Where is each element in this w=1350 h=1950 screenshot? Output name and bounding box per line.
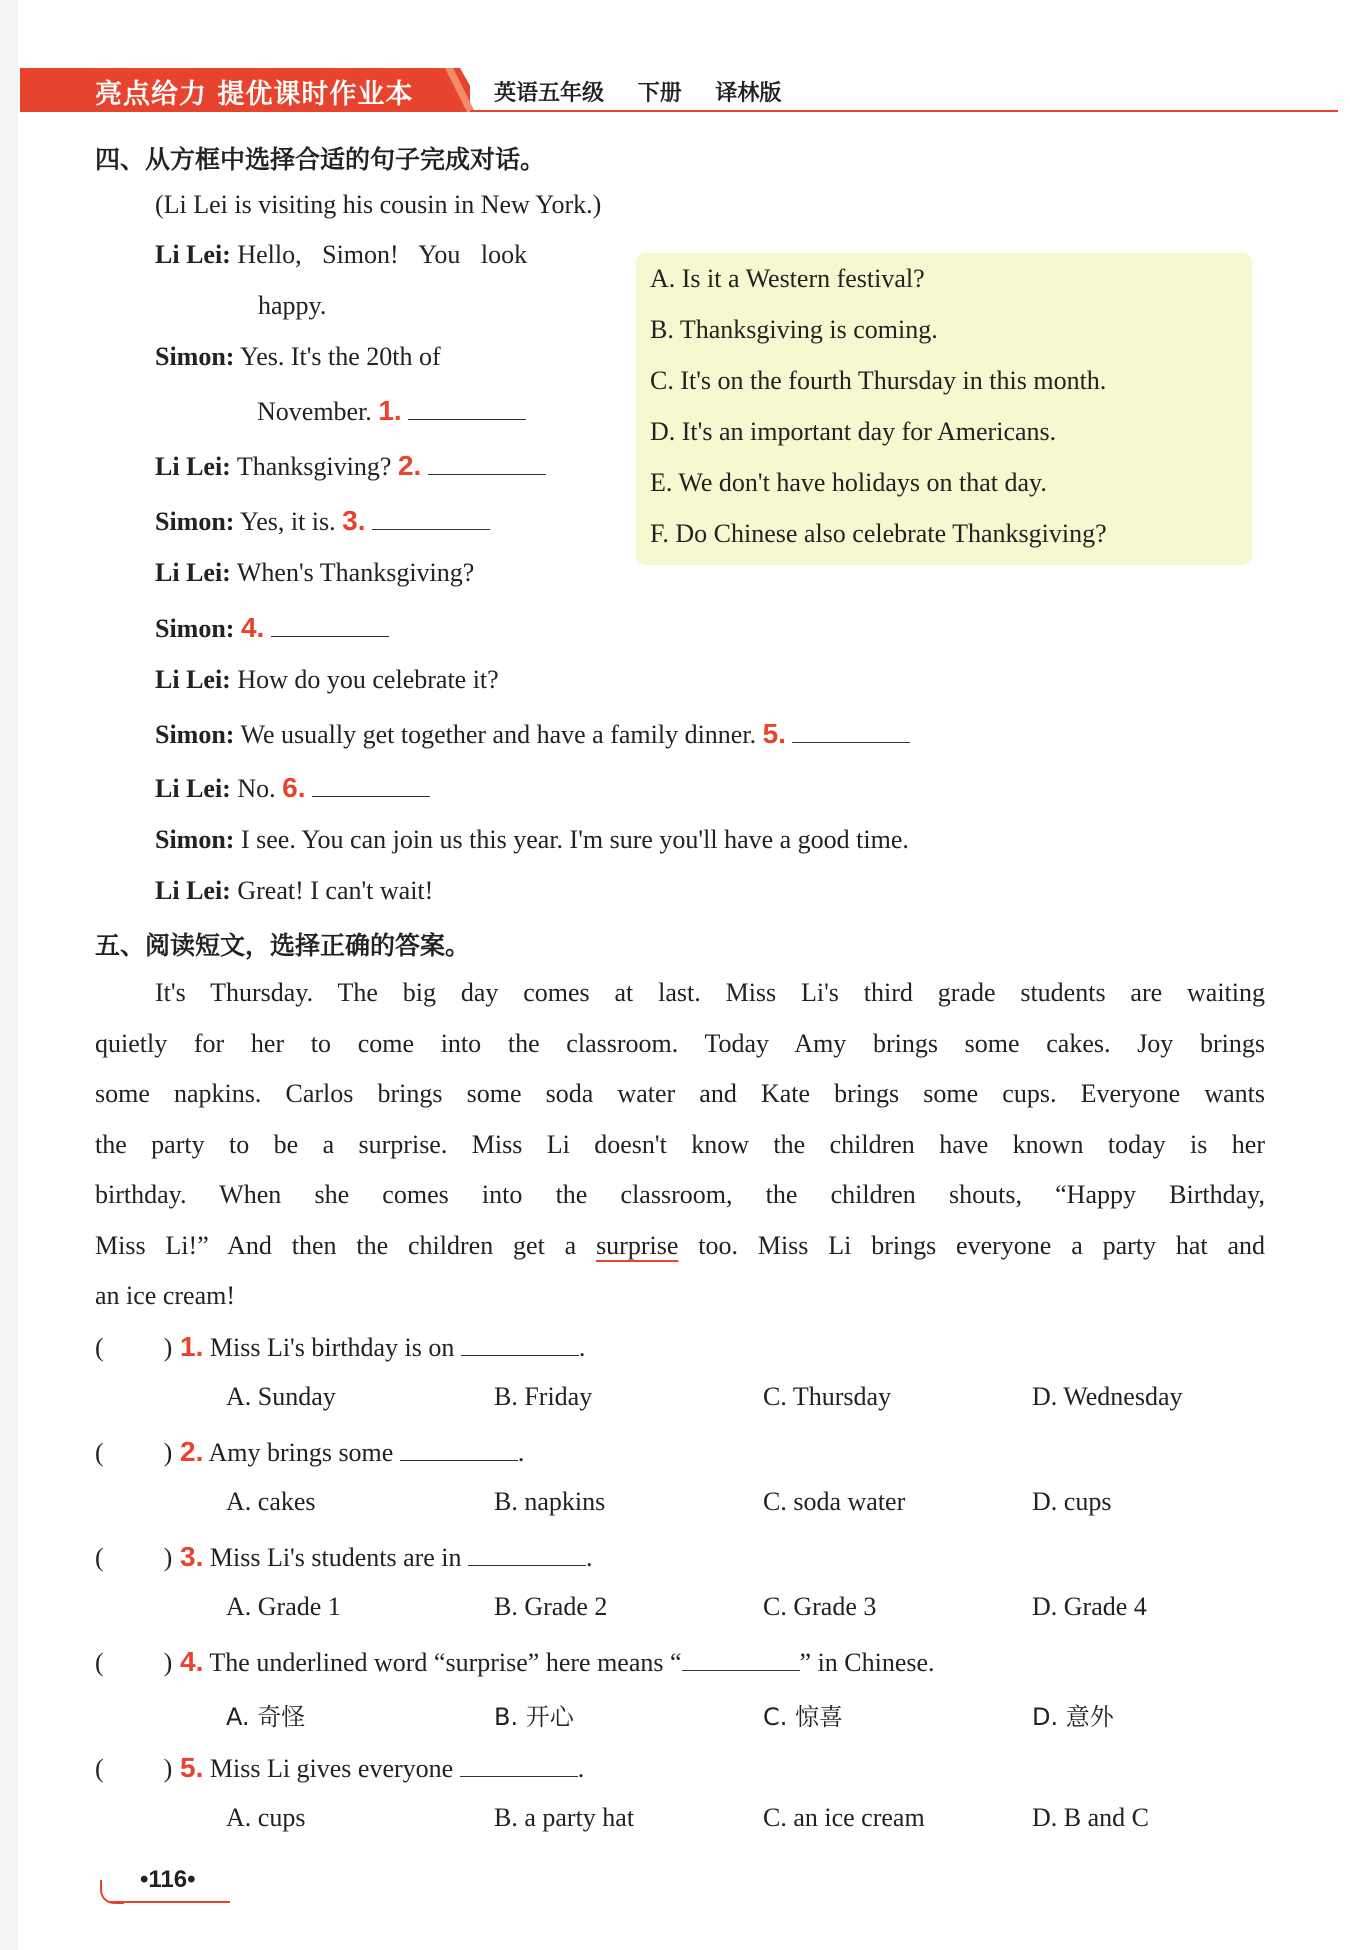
choice-d[interactable]: D. B and C [1032, 1803, 1149, 1832]
dialogue-text: Yes. It's the 20th of [240, 342, 441, 371]
question-stem: Amy brings some [208, 1438, 394, 1467]
choice-c[interactable]: C. Grade 3 [763, 1592, 877, 1621]
passage-line: quietly for her to come into the classroom. Today Amy brings some cakes. Joy brings [95, 1028, 1265, 1058]
dialogue-text: When's Thanksgiving? [236, 558, 475, 587]
question-number: 4. [180, 1646, 204, 1677]
question-number: 2. [180, 1436, 204, 1467]
book-info [494, 76, 807, 107]
speaker-label: Li Lei: [155, 240, 231, 269]
choice-a[interactable]: A. cakes [226, 1487, 316, 1516]
dialogue-text: We usually get together and have a family dinner. [240, 720, 757, 749]
speaker-label: Li Lei: [155, 876, 231, 905]
answer-paren[interactable]: ( ) [95, 1754, 173, 1783]
page-number-rule [108, 1901, 230, 1903]
dialogue-line-8 [155, 718, 910, 750]
question-5: ( ) 5. Miss Li gives everyone . [95, 1752, 585, 1783]
dialogue-context: (Li Lei is visiting his cousin in New York.) [155, 190, 602, 219]
answer-blank-1[interactable] [408, 395, 526, 420]
answer-blank-4[interactable] [271, 612, 389, 637]
dialogue-line-1 [155, 240, 527, 270]
page-number: •116• [140, 1866, 196, 1893]
dialogue-text: November. [257, 397, 372, 426]
passage-text: Miss Li!” And then the children get a [95, 1230, 577, 1260]
passage-line: the party to be a surprise. Miss Li doesn't know the children have known today is her [95, 1129, 1265, 1159]
reading-passage [95, 968, 1265, 1322]
passage-line: some napkins. Carlos brings some soda water and Kate brings some cups. Everyone wants [95, 1079, 1265, 1108]
answer-paren[interactable]: ( ) [95, 1648, 173, 1677]
question-1: ( ) 1. Miss Li's birthday is on . [95, 1331, 586, 1362]
dialogue-line-4 [155, 505, 490, 537]
dialogue-text: Thanksgiving? [236, 452, 392, 481]
question-3: ( ) 3. Miss Li's students are in . [95, 1541, 593, 1572]
choice-a[interactable]: A. cups [226, 1803, 306, 1832]
blank-number-1: 1. [378, 395, 402, 426]
choice-d[interactable]: D. cups [1032, 1487, 1112, 1516]
page-edge [0, 0, 18, 1950]
answer-paren[interactable]: ( ) [95, 1543, 173, 1572]
blank-number-6: 6. [282, 772, 306, 803]
speaker-label: Simon: [155, 614, 235, 643]
section-5-title: 五、阅读短文，选择正确的答案。 [95, 931, 471, 960]
speaker-label: Li Lei: [155, 452, 231, 481]
choice-a[interactable]: A. 奇怪 [226, 1703, 306, 1731]
header-rule [470, 110, 1338, 112]
answer-blank-2[interactable] [428, 450, 546, 475]
blank-number-4: 4. [240, 612, 265, 643]
passage-text: too. Miss Li brings everyone a party hat and [698, 1230, 1266, 1260]
option-f: F. Do Chinese also celebrate Thanksgiving? [650, 519, 1107, 548]
dialogue-text: Hello, Simon! You look [237, 240, 528, 269]
question-blank[interactable] [460, 1752, 578, 1777]
option-c: C. It's on the fourth Thursday in this month. [650, 366, 1107, 395]
speaker-label: Simon: [155, 825, 235, 854]
answer-blank-3[interactable] [372, 505, 490, 530]
dialogue-line-6 [155, 612, 389, 644]
book-volume: 下册 [637, 81, 682, 106]
speaker-label: Li Lei: [155, 665, 231, 694]
dialogue-line-3 [155, 450, 546, 482]
dialogue-line-9 [155, 772, 430, 804]
choice-b[interactable]: B. a party hat [494, 1803, 635, 1832]
dialogue-text: Great! I can't wait! [237, 876, 434, 905]
choice-c[interactable]: C. soda water [763, 1487, 906, 1516]
question-number: 1. [180, 1331, 204, 1362]
speaker-label: Li Lei: [155, 774, 231, 803]
dialogue-text: No. [237, 774, 276, 803]
speaker-label: Simon: [155, 720, 235, 749]
book-edition: 译林版 [715, 81, 782, 106]
dialogue-text: I see. You can join us this year. I'm sure you'll have a good time. [240, 825, 909, 854]
option-b: B. Thanksgiving is coming. [650, 315, 938, 344]
dialogue-line-10 [155, 825, 909, 855]
question-stem: Miss Li gives everyone [209, 1754, 454, 1783]
question-stem: Miss Li's birthday is on [209, 1333, 455, 1362]
question-blank[interactable] [468, 1541, 586, 1566]
book-subject: 英语五年级 [494, 81, 605, 106]
dialogue-text: How do you celebrate it? [237, 665, 499, 694]
dialogue-line-5 [155, 558, 474, 588]
question-number: 5. [180, 1752, 204, 1783]
speaker-label: Simon: [155, 342, 235, 371]
option-e: E. We don't have holidays on that day. [650, 468, 1047, 497]
question-4: ( ) 4. The underlined word “surprise” here means “ ” in Chinese. [95, 1646, 935, 1677]
answer-paren[interactable]: ( ) [95, 1438, 173, 1467]
choice-b[interactable]: B. Friday [494, 1382, 593, 1411]
dialogue-line-1-cont: happy. [258, 291, 327, 320]
option-d: D. It's an important day for Americans. [650, 417, 1057, 446]
choice-a[interactable]: A. Grade 1 [226, 1592, 341, 1621]
choice-b[interactable]: B. napkins [494, 1487, 606, 1516]
option-a: A. Is it a Western festival? [650, 264, 925, 293]
question-number: 3. [180, 1541, 204, 1572]
question-blank[interactable] [400, 1436, 518, 1461]
speaker-label: Simon: [155, 507, 235, 536]
choice-d[interactable]: D. 意外 [1032, 1703, 1114, 1731]
dialogue-line-2 [155, 342, 441, 372]
dialogue-text: Yes, it is. [240, 507, 336, 536]
dialogue-line-7 [155, 665, 499, 695]
choice-b[interactable]: B. 开心 [494, 1703, 574, 1731]
passage-line: birthday. When she comes into the classroom, the children shouts, “Happy Birthday, [95, 1180, 1265, 1209]
passage-line-underlined [95, 1221, 1265, 1272]
dialogue-line-2-cont [257, 395, 526, 427]
choice-d[interactable]: D. Wednesday [1032, 1382, 1183, 1411]
question-blank[interactable] [682, 1646, 800, 1671]
underlined-word: surprise [596, 1230, 679, 1260]
blank-number-2: 2. [397, 450, 422, 481]
choice-c[interactable]: C. Thursday [763, 1382, 892, 1411]
question-blank[interactable] [461, 1331, 579, 1356]
passage-line: an ice cream! [95, 1281, 236, 1310]
question-2: ( ) 2. Amy brings some . [95, 1436, 525, 1467]
answer-blank-6[interactable] [312, 772, 430, 797]
book-title: 亮点给力 提优课时作业本 [95, 79, 414, 110]
choice-c[interactable]: C. 惊喜 [763, 1703, 844, 1731]
answer-blank-5[interactable] [792, 718, 910, 743]
section-4-title: 四、从方框中选择合适的句子完成对话。 [95, 145, 546, 174]
question-stem: Miss Li's students are in [209, 1543, 462, 1572]
choice-a[interactable]: A. Sunday [226, 1382, 336, 1411]
question-stem: The underlined word “surprise” here means “ [209, 1648, 682, 1677]
choice-b[interactable]: B. Grade 2 [494, 1592, 608, 1621]
speaker-label: Li Lei: [155, 558, 231, 587]
passage-line: It's Thursday. The big day comes at last. Miss Li's third grade students are waiting [155, 978, 1265, 1007]
blank-number-3: 3. [342, 505, 366, 536]
choice-c[interactable]: C. an ice cream [763, 1803, 925, 1832]
blank-number-5: 5. [762, 718, 786, 749]
dialogue-line-11 [155, 876, 433, 906]
choice-d[interactable]: D. Grade 4 [1032, 1592, 1147, 1621]
answer-paren[interactable]: ( ) [95, 1333, 173, 1362]
